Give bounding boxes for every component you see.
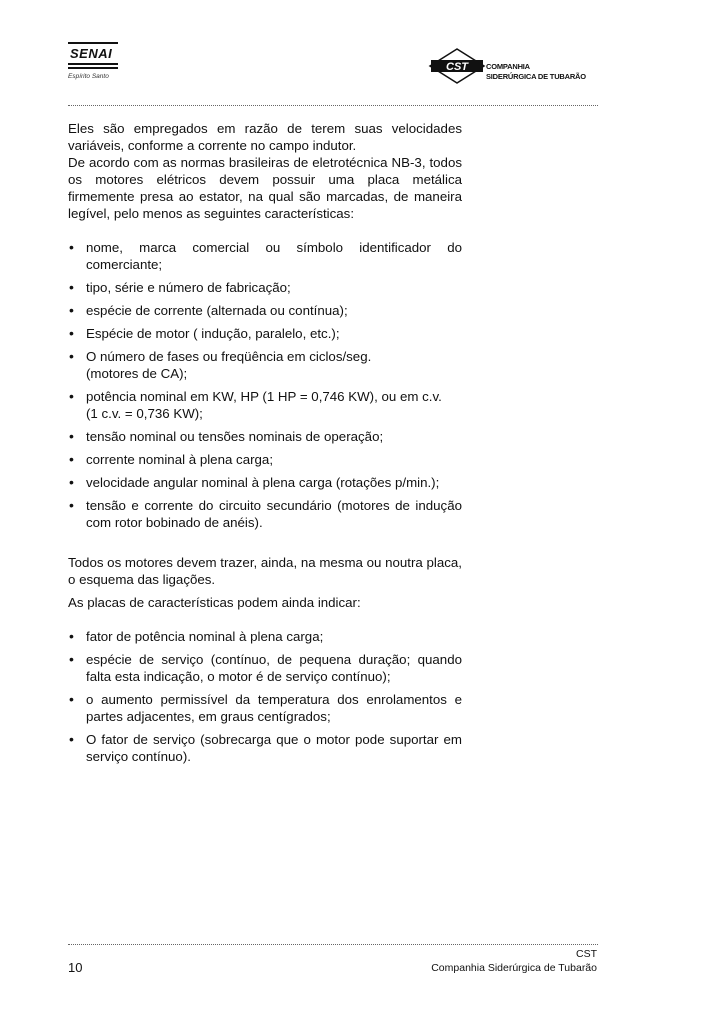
- list-item: [68, 239, 462, 273]
- list-item: [68, 474, 462, 491]
- footer-org-full: Companhia Siderúrgica de Tubarão: [431, 962, 597, 974]
- list-item-line: • velocidade angular nominal à plena carga (rotações p/min.);: [86, 475, 440, 490]
- list-item-line: (motores de CA);: [86, 366, 188, 381]
- list-item: [68, 497, 462, 531]
- spacer: [68, 611, 462, 628]
- list-item: • fator de potência nominal à plena carga;: [68, 628, 462, 645]
- senai-logo-text: SENAI: [70, 46, 113, 61]
- header-divider: [68, 105, 598, 106]
- logo-bar-mid: [68, 63, 118, 65]
- cst-company-name: [486, 62, 586, 82]
- list-item-line: • tensão e corrente do circuito secundário (motores de indução com rotor bobinado de anéis).: [86, 498, 462, 530]
- list-item-line: • O número de fases ou freqüência em ciclos/seg.: [86, 349, 372, 364]
- logo-bar-low: [68, 67, 118, 69]
- senai-logo: [68, 42, 118, 80]
- main-content: [68, 120, 462, 771]
- paragraph-3: Todos os motores devem trazer, ainda, na mesma ou noutra placa, o esquema das ligações.: [68, 555, 462, 587]
- logo-bar-top: [68, 42, 118, 44]
- cst-logo: [428, 48, 586, 84]
- cst-name-line1: COMPANHIA: [486, 62, 530, 71]
- list-item-line: • Espécie de motor ( indução, paralelo, etc.);: [86, 326, 340, 341]
- paragraph-2: De acordo com as normas brasileiras de eletrotécnica NB-3, todos os motores elétricos devem possuir uma placa metálica firmemente presa ao estator, na qual são marcadas, de maneira legível, pelo menos as seguintes características:: [68, 155, 462, 221]
- list-item: • O fator de serviço (sobrecarga que o motor pode suportar em serviço contínuo).: [68, 731, 462, 765]
- list-item: • o aumento permissível da temperatura dos enrolamentos e partes adjacentes, em graus centígrados;: [68, 691, 462, 725]
- paragraph-4: As placas de características podem ainda indicar:: [68, 595, 361, 610]
- optional-characteristics-list: [68, 628, 462, 765]
- page-number: 10: [68, 960, 83, 975]
- cst-name-line2: SIDERÚRGICA DE TUBARÃO: [486, 72, 586, 81]
- list-item: [68, 388, 462, 422]
- paragraph-1: Eles são empregados em razão de terem suas velocidades variáveis, conforme a corrente no campo indutor.: [68, 121, 462, 153]
- list-item: [68, 348, 462, 382]
- list-item-line: • nome, marca comercial ou símbolo identificador do: [86, 240, 462, 255]
- list-item-line: (1 c.v. = 0,736 KW);: [86, 406, 203, 421]
- list-item: • espécie de serviço (contínuo, de pequena duração; quando falta esta indicação, o motor é de serviço contínuo);: [68, 651, 462, 685]
- senai-logo-subtitle: Espírito Santo: [68, 73, 109, 80]
- footer-org-short: CST: [576, 948, 597, 960]
- list-item-line: • potência nominal em KW, HP (1 HP = 0,746 KW), ou em c.v.: [86, 389, 442, 404]
- cst-emblem-text: CST: [446, 61, 468, 73]
- list-item-line: • tipo, série e número de fabricação;: [86, 280, 291, 295]
- list-item: [68, 279, 462, 296]
- list-item-line: comerciante;: [86, 257, 163, 272]
- page-header: [0, 0, 728, 110]
- list-item-line: • tensão nominal ou tensões nominais de operação;: [86, 429, 384, 444]
- list-item: [68, 325, 462, 342]
- list-item: [68, 451, 462, 468]
- list-item: [68, 302, 462, 319]
- footer-divider: [68, 944, 598, 945]
- spacer: [68, 222, 462, 239]
- list-item: [68, 428, 462, 445]
- list-item-line: • corrente nominal à plena carga;: [86, 452, 274, 467]
- cst-emblem-icon: [428, 48, 486, 84]
- footer-org: [431, 947, 597, 975]
- characteristics-list: [68, 239, 462, 531]
- list-item-line: • espécie de corrente (alternada ou contínua);: [86, 303, 348, 318]
- spacer: [68, 537, 462, 554]
